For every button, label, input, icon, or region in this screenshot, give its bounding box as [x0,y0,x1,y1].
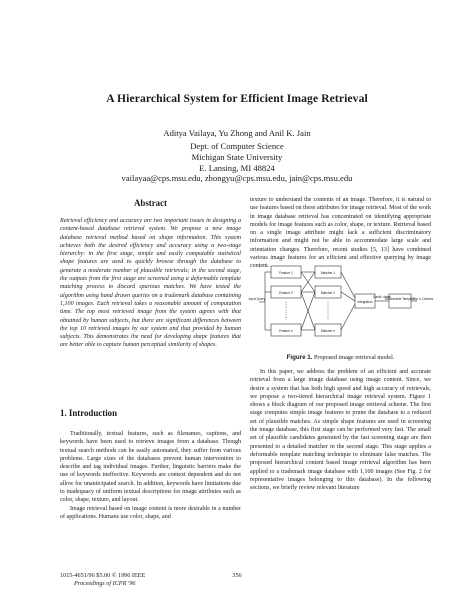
abstract-heading: Abstract [133,198,168,208]
intro-paragraph-2: Image retrieval based on image content is more desirable in a number of applications. Humans use color, shape, and [60,505,241,520]
author-emails: vailayaa@cps.msu.edu, zhongyu@cps.msu.edu, jain@cps.msu.edu [121,173,353,184]
figure-label-top-n: Top n Choices [412,297,434,301]
affiliation-city: E. Lansing, MI 48824 [199,162,275,173]
figure-label-matcher-2: Matcher 2 [320,291,336,295]
right-paragraph-bottom: In this paper, we address the problem of an efficient and accurate retrieval from a large image database using image content. Since, we desire a system that has both high speed and high accuracy of retrievals, we propose a two-tiered hierarchical image retrieval system. Figure 1 shows a block diagram of our proposed image retrieval scheme. The first stage computes simple image features to prune the database to a reduced set of plausible matches. As simple shape features are used in screening the image database, this first stage can be performed very fast. The small set of plausible candidates generated by the fast screening stage are then presented to a detailed matcher in the second stage. This stage applies a deformable template matching technique to eliminate false matches. The proposed hierarchical content based image retrieval algorithm has been applied to a trademark image database with 1,100 images (See Fig. 2 for representative images belonging to this database). In the following sections, we briefly review relevant literature [250,369,431,492]
figure-label-feature-n: Feature n [279,329,293,333]
figure-label-candidates: Candi- dates [372,295,392,299]
copyright-line: 1015-4651/96 $5.00 © 1996 IEEE [60,572,146,579]
figure-caption-text: Proposed image retrieval model. [313,354,395,361]
right-paragraph-top: texture to understand the contents of an image. Therefore, it is natural to use features based on these attributes for image retrieval. Most of the work in image database retrieval has concentrated on identifying appropriate models for image features such as color, shape, or texture. Retrieval based on a single image attribute might lack a sufficient discriminatory information and might not be able to accommodate large scale and orientation changes. Therefore, recent studies [5, 13] have combined various image features for an efficient and effective querying by image content. [250,197,431,270]
abstract-text: Retrieval efficiency and accuracy are two important issues in designing a content-based database retrieval system. We propose a new image database retrieval method based on shape information. This system achieves both the desired efficiency and accuracy using a two-stage hierarchy: in the first stage, simple and easily computable statistical shape features are used to quickly browse through the database to generate a moderate number of plausible retrievals; in the second stage, the outputs from the first stage are screened using a deformable template matching process to discard spurious matches. We have tested the algorithm using hand drawn queries on a trademark database containing 1,100 images. Each retrieval takes a reasonable amount of computation time. The top most retrieved image from the system agrees with that obtained by human subjects, but there are significant differences between the top 10 retrieved images by our system and that provided by human subjects. This demonstrates the need for developing shape features that are better able to capture human perceptual similarity of shapes. [60,218,241,349]
author-list: Aditya Vailaya, Yu Zhong and Anil K. Jain [163,128,311,138]
figure-label-deformable: Deformable Template [384,297,416,301]
right-column-bottom [250,368,431,492]
figure-1-block-diagram [248,258,434,352]
introduction-heading: 1. Introduction [60,408,118,418]
abstract-section [60,198,241,350]
figure-label-matcher-1: Matcher 1 [320,271,336,275]
figure-label-feature-1: Feature 1 [279,271,293,275]
figure-caption-label: Figure 1. [286,354,313,361]
figure-label-integration: Integration [357,300,373,304]
figure-label-input-query: Input Query [248,297,266,301]
intro-paragraph-1: Traditionally, textual features, such as filenames, captions, and keywords have been used to retrieve images from a database. Though textual search methods can be easily automated, they suffer from various problems. Large sizes of the databases prevent human intervention to describe and tag individual images. Further, linguistic barriers make the use of keywords ineffective. Keywords are context dependent and do not allow for unanticipated search. In addition, keywords have limitations due to inadequacy of uniform textual descriptions for image attributes such as color, shape, texture, and layout. [60,431,241,504]
figure-label-feature-2: Feature 2 [279,291,293,295]
figure-1-caption [250,354,431,361]
proceedings-line: Proceedings of ICPR '96 [74,579,136,587]
figure-label-matcher-n: Matcher n [320,329,336,333]
paper-title: A Hierarchical System for Efficient Image Retrieval [106,92,368,105]
affiliation-block [0,141,474,184]
introduction-section [60,408,241,521]
affiliation-dept: Dept. of Computer Science [190,141,284,151]
page-number: 356 [232,572,242,579]
affiliation-university: Michigan State University [191,151,283,162]
